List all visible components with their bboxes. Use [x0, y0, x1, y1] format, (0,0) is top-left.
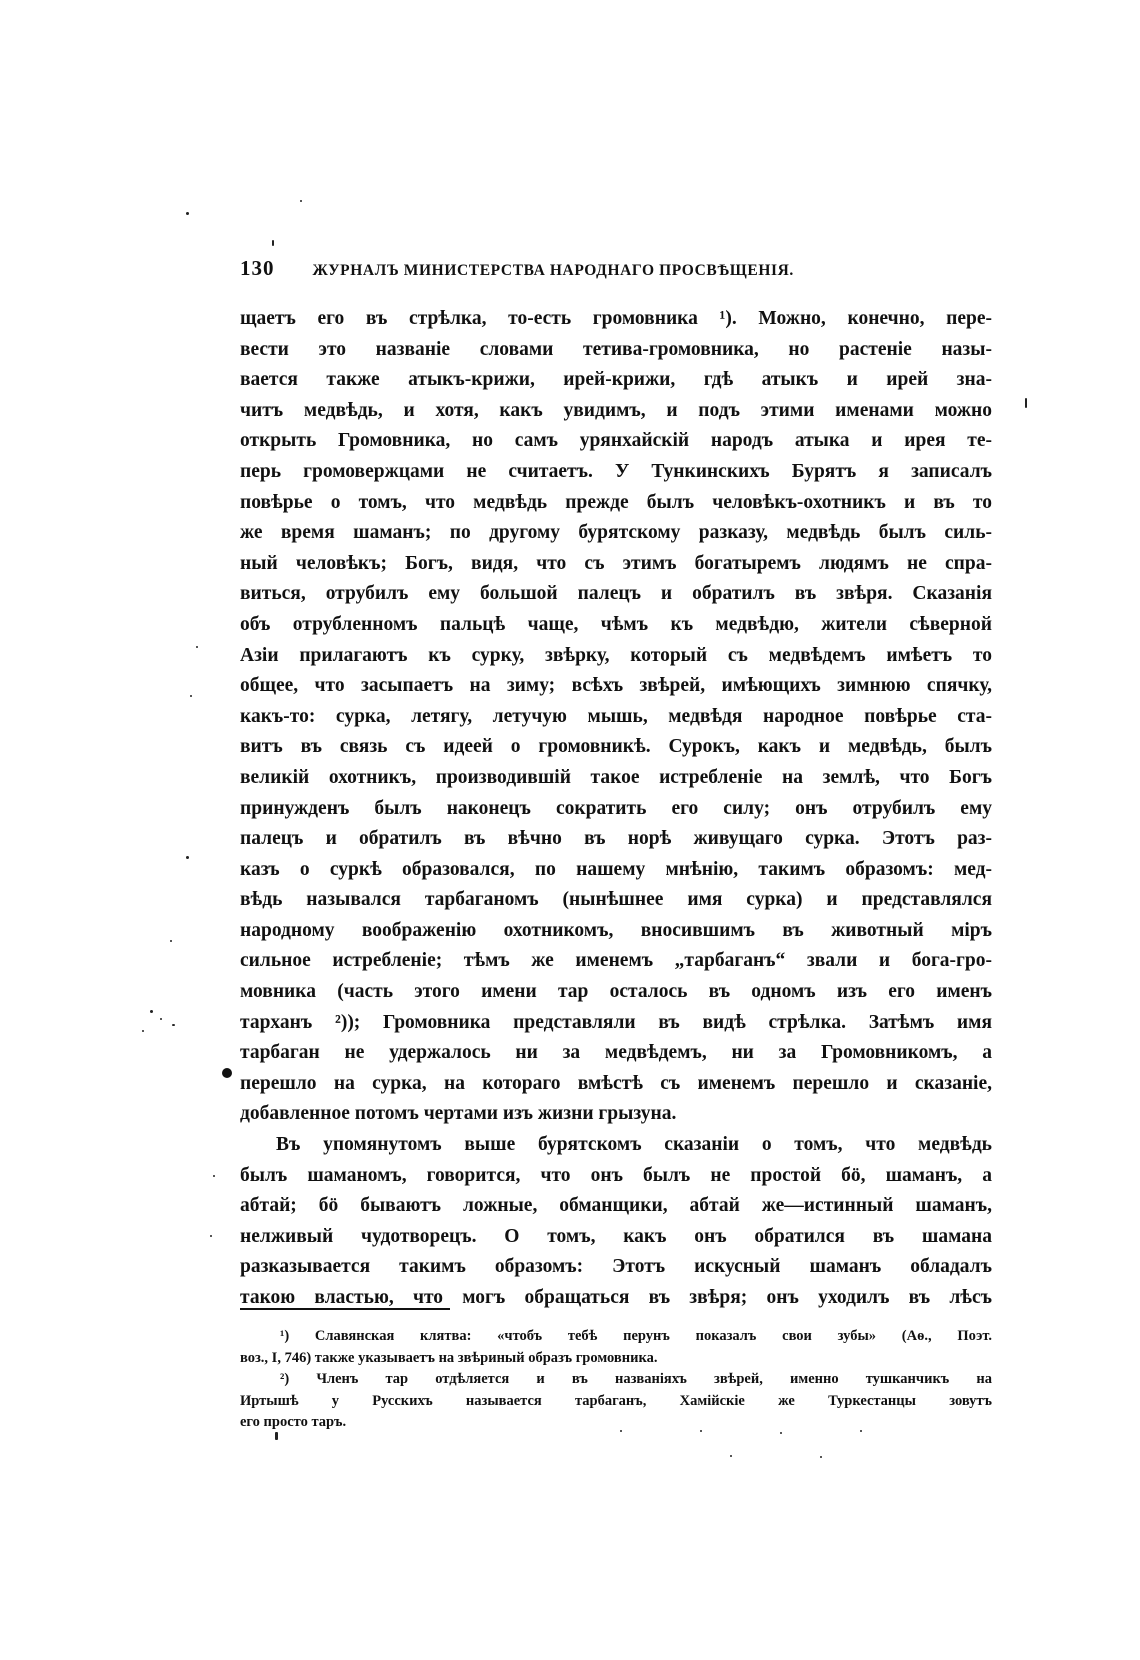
scan-speck: [620, 1430, 622, 1432]
text-line: сильное истребленіе; тѣмъ же именемъ „тарбаганъ“ звали и бога-гро-: [240, 950, 992, 972]
scan-speck: [272, 240, 274, 246]
text-line: Азіи прилагаютъ къ сурку, звѣрку, который съ медвѣдемъ имѣетъ то: [240, 644, 992, 666]
scan-speck: [275, 1432, 278, 1440]
text-line: же время шаманъ; по другому бурятскому разказу, медвѣдь былъ силь-: [240, 522, 992, 544]
running-head: ЖУРНАЛЪ МИНИСТЕРСТВА НАРОДНАГО ПРОСВѢЩЕНІЯ.: [312, 262, 794, 279]
text-line: народному воображенію охотникомъ, вносившимъ въ животный міръ: [240, 919, 992, 941]
text-line: читъ медвѣдь, и хотя, какъ увидимъ, и подъ этими именами можно: [240, 399, 992, 421]
text-line: щаетъ его въ стрѣлка, то-есть громовника ¹). Можно, конечно, пере-: [240, 308, 992, 329]
scan-speck: [1025, 398, 1027, 408]
page-number: 130: [240, 256, 275, 280]
text-line: объ отрубленномъ пальцѣ чаще, чѣмъ къ медвѣдю, жители сѣверной: [240, 613, 992, 635]
scan-speck: [186, 856, 189, 859]
text-line: тарбаган не удержалось ни за медвѣдемъ, ни за Громовникомъ, а: [240, 1042, 992, 1064]
text-line: какъ-то: сурка, летягу, летучую мышь, медвѣдя народное повѣрье ста-: [240, 705, 992, 727]
scan-speck: [210, 1235, 212, 1237]
footnote-line: Иртышѣ у Русскихъ называется тарбаганъ, Хамійскіе же Туркестанцы зовутъ: [240, 1392, 992, 1409]
text-line: открыть Громовника, но самъ урянхайскій народъ атыка и ирея те-: [240, 430, 992, 452]
scan-speck: [150, 1010, 153, 1013]
text-line: нелживый чудотворецъ. О томъ, какъ онъ обратился въ шамана: [240, 1225, 992, 1247]
text-line: такою властью, что могъ обращаться въ звѣря; онъ уходилъ въ лѣсъ: [240, 1287, 992, 1308]
footnote-rule: [240, 1308, 450, 1310]
scan-speck: [820, 1456, 822, 1458]
scan-speck: [172, 1024, 175, 1026]
page-header: [240, 256, 990, 286]
text-line: разказывается такимъ образомъ: Этотъ искусный шаманъ обладалъ: [240, 1256, 992, 1278]
footnote-line: его просто таръ.: [240, 1414, 347, 1430]
text-line: казъ о суркѣ образовался, по нашему мнѣнію, такимъ образомъ: мед-: [240, 858, 992, 880]
footnote-line: воз., I, 746) также указываетъ на звѣриный образъ громовника.: [240, 1349, 658, 1366]
text-line: виться, отрубилъ ему большой палецъ и обратилъ въ звѣря. Сказанія: [240, 583, 992, 605]
scan-speck: [730, 1455, 732, 1457]
text-line: перь громовержцами не считаетъ. У Тункинскихъ Бурятъ я записалъ: [240, 460, 992, 482]
text-line: палецъ и обратилъ въ вѣчно въ норѣ живущаго сурка. Этотъ раз-: [240, 828, 992, 850]
text-line: абтай; бö бываютъ ложные, обманщики, абтай же—истинный шаманъ,: [240, 1195, 992, 1217]
scan-speck: [300, 200, 302, 202]
scan-speck: [213, 1175, 215, 1177]
scan-speck: [700, 1430, 702, 1432]
body-text: [240, 304, 992, 1314]
scan-speck: [160, 1018, 162, 1020]
text-line: повѣрье о томъ, что медвѣдь прежде былъ человѣкъ-охотникъ и въ то: [240, 491, 992, 513]
text-line: перешло на сурка, на котораго вмѣстѣ съ именемъ перешло и сказаніе,: [240, 1072, 992, 1094]
text-line: ный человѣкъ; Богъ, видя, что съ этимъ богатыремъ людямъ не спра-: [240, 552, 992, 574]
scan-speck: [186, 212, 189, 215]
text-line: витъ въ связь съ идеей о громовникѣ. Сурокъ, какъ и медвѣдь, былъ: [240, 736, 992, 758]
text-line: принужденъ былъ наконецъ сократить его силу; онъ отрубилъ ему: [240, 797, 992, 819]
text-line: общее, что засыпаетъ на зиму; всѣхъ звѣрей, имѣющихъ зимнюю спячку,: [240, 675, 992, 697]
text-line: былъ шаманомъ, говорится, что онъ былъ не простой бö, шаманъ, а: [240, 1164, 992, 1186]
text-line: тарханъ ²)); Громовника представляли въ видѣ стрѣлка. Затѣмъ имя: [240, 1011, 992, 1033]
scan-speck: [860, 1430, 862, 1432]
footnote-line: ¹) Славянская клятва: «чтобъ тебѣ перунъ показалъ свои зубы» (Аѳ., Поэт.: [280, 1328, 992, 1344]
footnotes: [240, 1326, 992, 1434]
scan-speck: [196, 646, 198, 648]
scan-speck: [190, 695, 192, 697]
text-line: великій охотникъ, производившій такое истребленіе на землѣ, что Богъ: [240, 766, 992, 788]
footnote-line: ²) Членъ тар отдѣляется и въ названіяхъ звѣрей, именно тушканчикъ на: [280, 1371, 992, 1387]
text-line: вести это названіе словами тетива-громовника, но растеніе назы-: [240, 338, 992, 360]
text-line: вѣдь назывался тарбаганомъ (нынѣшнее имя сурка) и представлялся: [240, 889, 992, 911]
scan-speck: [780, 1432, 782, 1434]
scan-speck: [142, 1030, 144, 1032]
text-line: мовника (часть этого имени тар осталось въ одномъ изъ его именъ: [240, 981, 992, 1003]
margin-dot: [222, 1068, 232, 1078]
text-line: Въ упомянутомъ выше бурятскомъ сказаніи о томъ, что медвѣдь: [276, 1134, 992, 1156]
text-line: вается также атыкъ-крижи, ирей-крижи, гдѣ атыкъ и ирей зна-: [240, 369, 992, 391]
scan-speck: [170, 940, 172, 942]
text-line: добавленное потомъ чертами изъ жизни грызуна.: [240, 1103, 677, 1125]
